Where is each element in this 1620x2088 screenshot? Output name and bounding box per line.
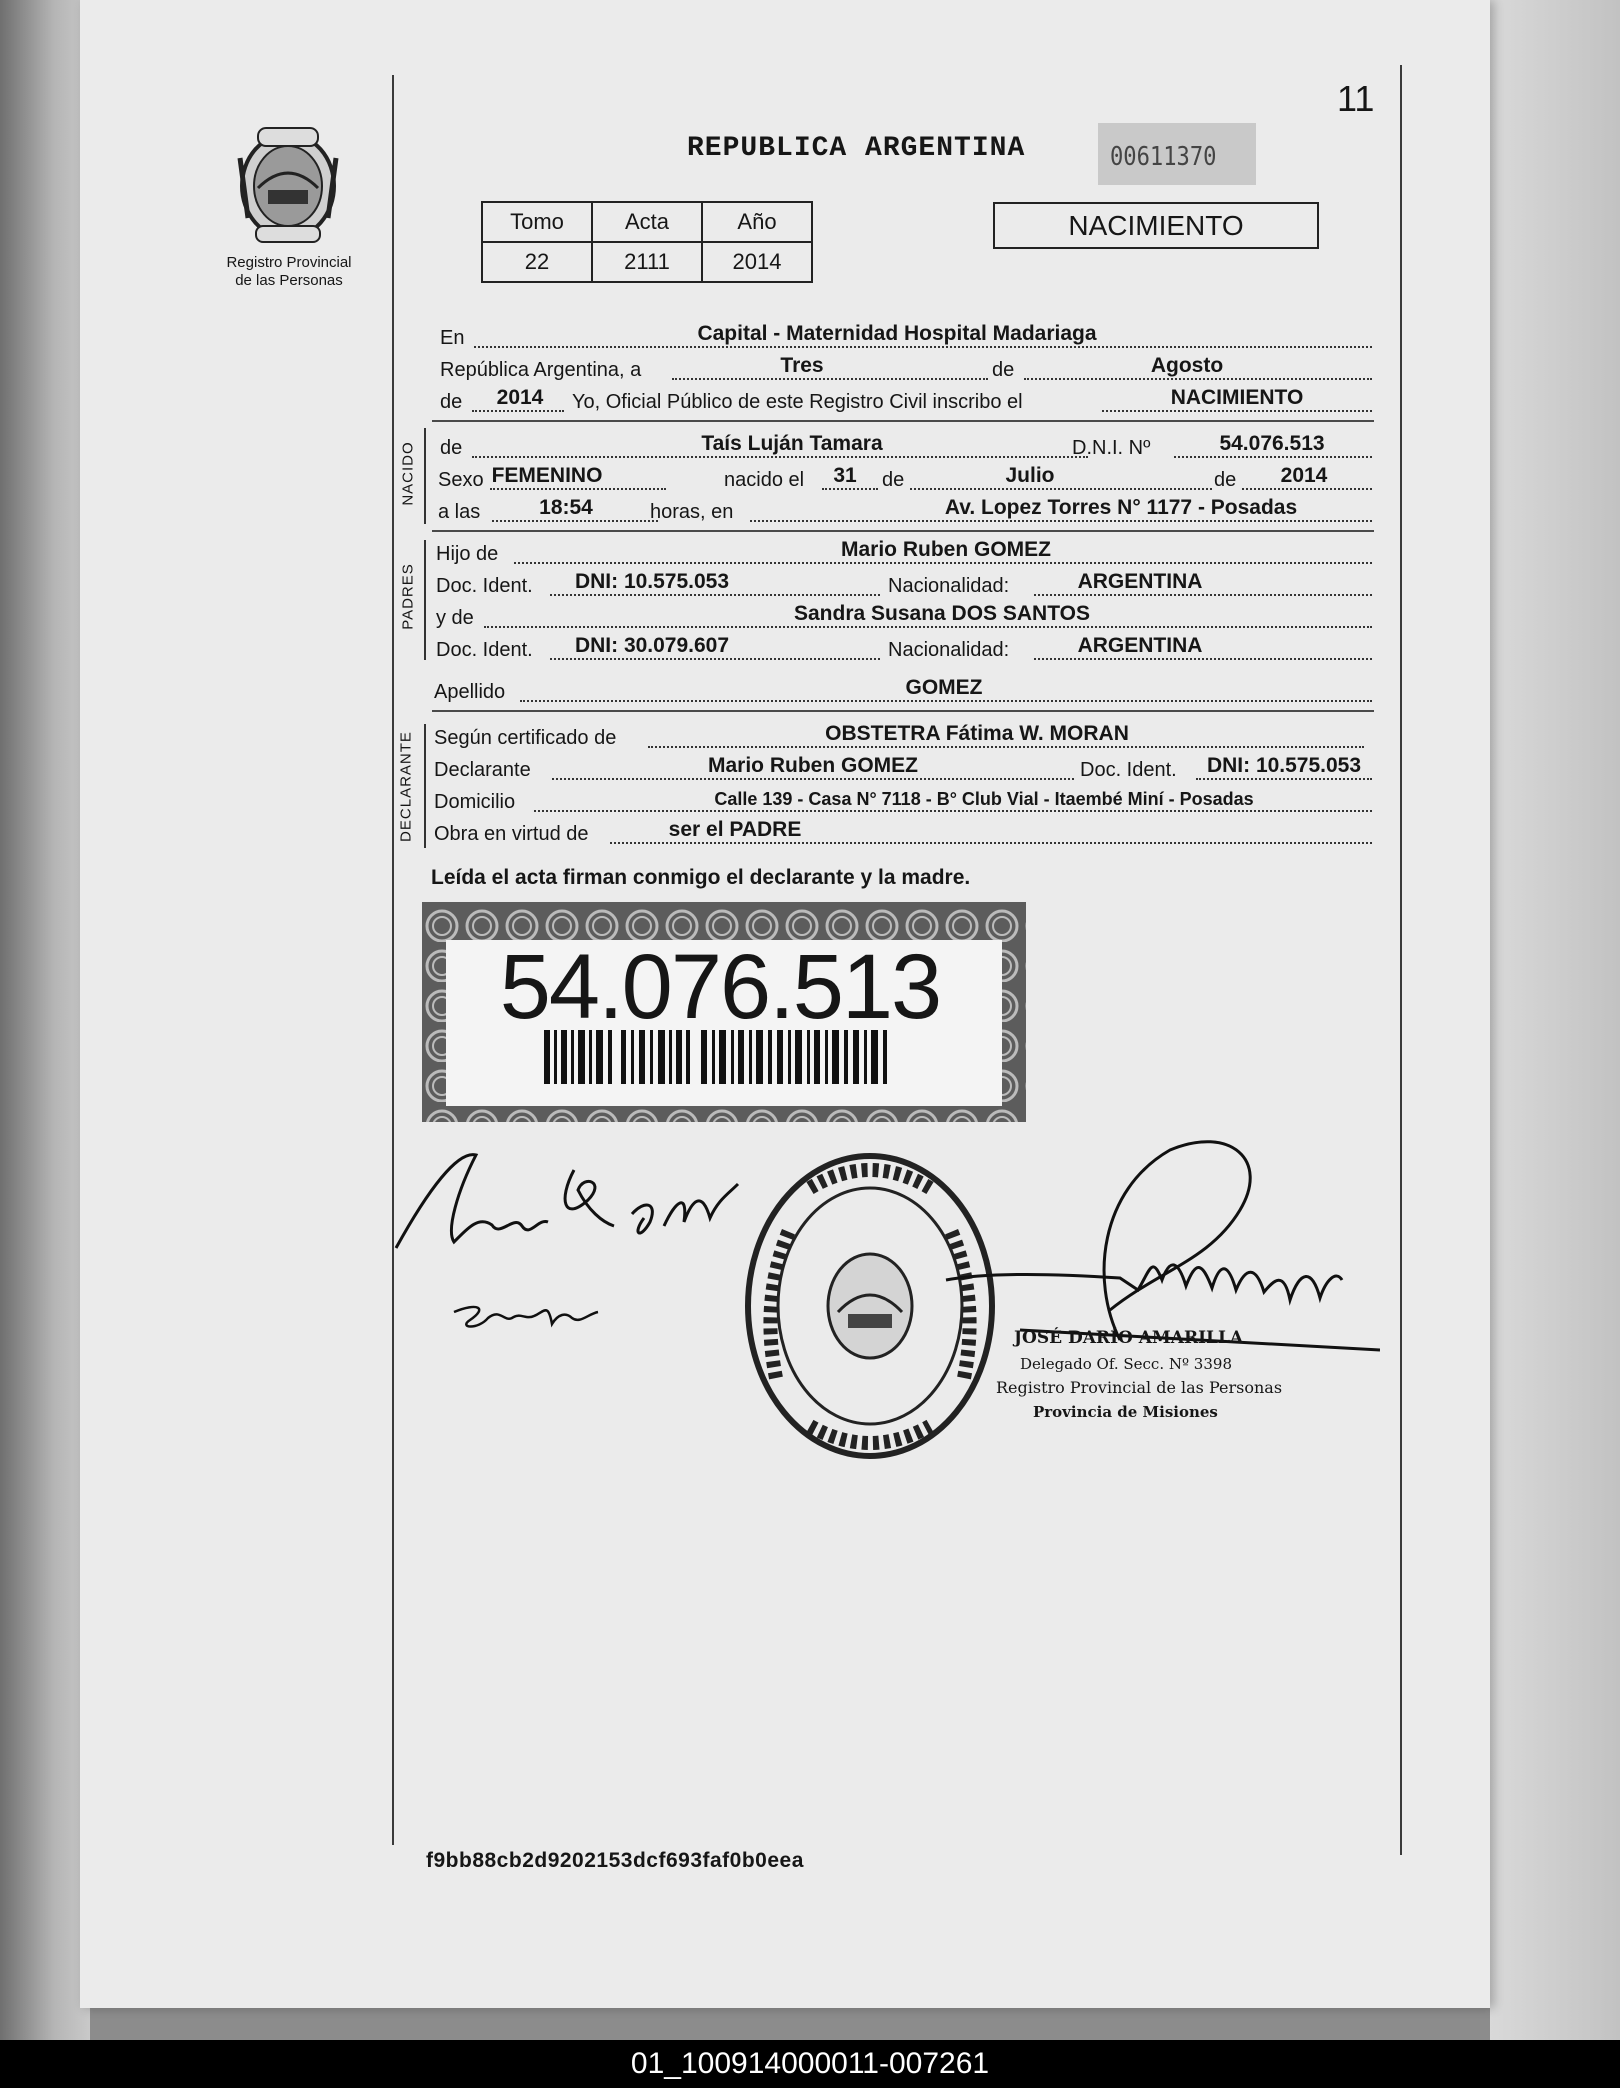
label-dni: D.N.I. Nº <box>1072 437 1151 459</box>
value-mother-name: Sandra Susana DOS SANTOS <box>793 602 1091 625</box>
table-header-acta: Acta <box>592 202 702 242</box>
page-number: 11 <box>1337 78 1375 119</box>
table-header-tomo: Tomo <box>482 202 592 242</box>
label-segun: Según certificado de <box>434 727 617 749</box>
value-act: NACIMIENTO <box>1170 386 1304 409</box>
row-father <box>432 538 1372 568</box>
official-title: Delegado Of. Secc. Nº 3398 <box>1020 1355 1232 1373</box>
official-signature <box>940 1130 1380 1360</box>
value-day: Tres <box>780 354 824 377</box>
value-acting-as: ser el PADRE <box>668 818 802 841</box>
row-mother-doc <box>432 634 1372 664</box>
row-mother <box>432 602 1372 632</box>
province-emblem-icon <box>228 118 348 248</box>
section-divider <box>432 530 1374 532</box>
background-right-edge <box>1490 0 1620 2040</box>
label-domicilio: Domicilio <box>434 791 516 813</box>
record-table-value-row <box>482 242 812 282</box>
label-doc-ident-father: Doc. Ident. <box>436 575 533 597</box>
value-certificate: OBSTETRA Fátima W. MORAN <box>825 722 1129 745</box>
value-father-nationality: ARGENTINA <box>1077 570 1203 593</box>
row-surname <box>432 676 1372 706</box>
label-hijo-de: Hijo de <box>436 543 499 565</box>
document-hash: f9bb88cb2d9202153dcf693faf0b0eea <box>426 1849 804 1872</box>
label-nacionalidad-mother: Nacionalidad: <box>888 639 1010 661</box>
nacido-side-bar <box>424 428 426 524</box>
value-father-name: Mario Ruben GOMEZ <box>841 538 1051 561</box>
section-divider <box>432 420 1374 422</box>
label-apellido: Apellido <box>434 681 506 703</box>
value-birth-month: Julio <box>1005 464 1055 487</box>
label-republica: República Argentina, a <box>440 359 642 381</box>
declarante-side-bar <box>424 724 426 848</box>
value-year: 2014 <box>496 386 544 409</box>
value-father-doc: DNI: 10.575.053 <box>574 570 730 593</box>
table-value-ano: 2014 <box>702 242 812 282</box>
label-sexo: Sexo <box>438 469 484 491</box>
registry-label-line2: de las Personas <box>235 272 343 289</box>
label-y-de: y de <box>436 607 474 629</box>
value-place: Capital - Maternidad Hospital Madariaga <box>697 322 1097 345</box>
table-value-acta: 2111 <box>592 242 702 282</box>
row-acting-as <box>432 818 1372 848</box>
label-a-las: a las <box>438 501 481 523</box>
label-nacido-el: nacido el <box>724 469 805 491</box>
file-id-footer: 01_100914000011-007261 <box>0 2040 1620 2088</box>
label-nacionalidad-father: Nacionalidad: <box>888 575 1010 597</box>
value-birth-year: 2014 <box>1280 464 1328 487</box>
row-time-place <box>432 496 1372 526</box>
value-mother-nationality: ARGENTINA <box>1077 634 1203 657</box>
table-header-ano: Año <box>702 202 812 242</box>
row-place <box>432 322 1372 352</box>
row-father-doc <box>432 570 1372 600</box>
row-declarant <box>432 754 1372 784</box>
side-label-padres: PADRES <box>399 563 417 630</box>
value-declarant: Mario Ruben GOMEZ <box>708 754 918 777</box>
row-address <box>432 786 1372 816</box>
value-dni: 54.076.513 <box>1219 432 1325 455</box>
registry-label-line1: Registro Provincial <box>226 254 352 271</box>
father-signature <box>388 1130 768 1260</box>
registry-label <box>205 254 373 290</box>
label-horas-en: horas, en <box>650 501 734 523</box>
value-surname: GOMEZ <box>905 676 983 699</box>
row-name <box>432 432 1372 462</box>
row-year-act <box>432 386 1372 416</box>
country-title: REPUBLICA ARGENTINA <box>687 133 1026 164</box>
label-oficial: Yo, Oficial Público de este Registro Civil inscribo el <box>572 391 1023 413</box>
side-label-nacido: NACIDO <box>399 441 417 506</box>
row-date <box>432 354 1372 384</box>
label-de-birth-year: de <box>1214 469 1237 491</box>
label-declarante: Declarante <box>434 759 531 781</box>
label-de-birth-month: de <box>882 469 905 491</box>
serial-number: 00611370 <box>1110 142 1217 172</box>
value-mother-doc: DNI: 30.079.607 <box>574 634 730 657</box>
barcode-number: 54.076.513 <box>499 936 941 1038</box>
mother-signature <box>448 1290 608 1340</box>
label-en: En <box>440 327 465 349</box>
row-sex-birth <box>432 464 1372 494</box>
record-table <box>481 201 813 283</box>
table-value-tomo: 22 <box>482 242 592 282</box>
official-organization: Registro Provincial de las Personas <box>996 1378 1283 1397</box>
value-birth-day: 31 <box>833 464 857 487</box>
section-divider <box>432 710 1374 712</box>
label-de-name: de <box>440 437 463 459</box>
value-birth-time: 18:54 <box>539 496 593 519</box>
value-name: Taís Luján Tamara <box>701 432 883 455</box>
record-table-header-row <box>482 202 812 242</box>
row-certificate <box>432 722 1372 752</box>
value-birth-place: Av. Lopez Torres N° 1177 - Posadas <box>944 496 1298 519</box>
right-margin-line <box>1400 65 1402 1855</box>
side-label-declarante: DECLARANTE <box>397 731 415 842</box>
official-province: Provincia de Misiones <box>1033 1403 1218 1421</box>
value-month: Agosto <box>1150 354 1224 377</box>
record-type-box: NACIMIENTO <box>993 202 1319 249</box>
label-de-month: de <box>992 359 1015 381</box>
label-doc-ident-mother: Doc. Ident. <box>436 639 533 661</box>
left-margin-line <box>392 75 394 1845</box>
value-declarant-doc: DNI: 10.575.053 <box>1206 754 1362 777</box>
reading-note: Leída el acta firman conmigo el declarante y la madre. <box>431 866 971 889</box>
label-doc-ident-declarant: Doc. Ident. <box>1080 759 1177 781</box>
background-left-edge <box>0 0 90 2040</box>
official-name: JOSÉ DARÍO AMARILLA <box>1014 1328 1244 1348</box>
value-address: Calle 139 - Casa N° 7118 - B° Club Vial - Itaembé Miní - Posadas <box>714 789 1254 809</box>
label-obra: Obra en virtud de <box>434 823 589 845</box>
padres-side-bar <box>424 540 426 660</box>
label-de-year: de <box>440 391 463 413</box>
value-sex: FEMENINO <box>491 464 603 487</box>
